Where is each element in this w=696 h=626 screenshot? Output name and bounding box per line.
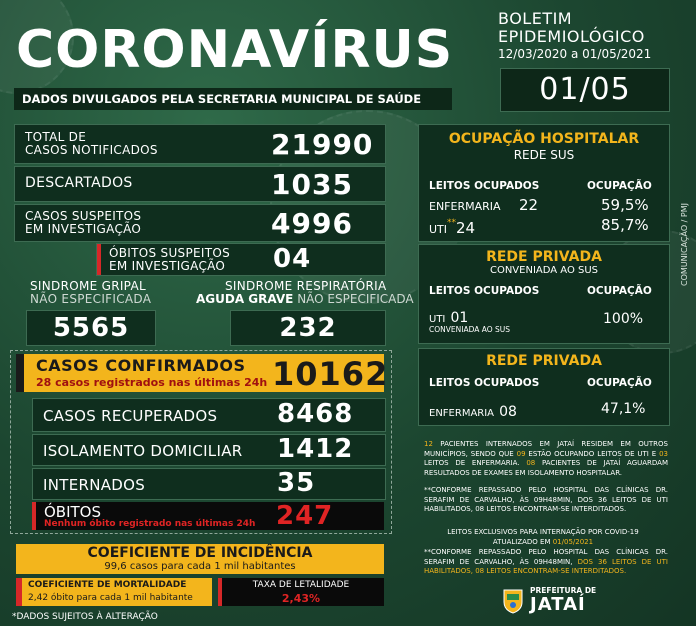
internados-label: INTERNADOS [43, 476, 146, 494]
privada-conv-pct: 100% [603, 311, 644, 327]
sg-box [26, 310, 156, 346]
srag-label: SINDROME RESPIRATÓRIA [225, 279, 387, 293]
privada-conv-note: CONVENIADA AO SUS [429, 325, 511, 334]
sus-uti-label: UTI [429, 223, 448, 236]
privada-title: REDE PRIVADA [486, 353, 602, 369]
sus-enfermaria-value: 22 [519, 196, 539, 214]
note-n1h: PACIENTES DE JATAÍ AGUARDAM RESULTADOS DE EXAMES EM ISOLAMENTO HOSPITALAR. [424, 459, 668, 477]
boletim-label: BOLETIM [498, 9, 573, 28]
note-n1f: LEITOS DE ENFERMARIA. [424, 459, 527, 467]
note-residentes [424, 440, 668, 478]
sg-label: SINDROME GRIPAL [30, 279, 146, 293]
descartados-value: 1035 [271, 168, 353, 201]
descartados-label: DESCARTADOS [25, 175, 133, 191]
privada-conv-uti-label: UTI [429, 314, 446, 325]
sus-enfermaria-label: ENFERMARIA [429, 200, 501, 213]
note-n1g: 08 [526, 459, 536, 467]
recuperados-value: 8468 [277, 399, 354, 429]
subtitle-bar [14, 88, 452, 110]
note-n3b: ATUALIZADO EM [492, 537, 553, 546]
sus-col1: LEITOS OCUPADOS [429, 180, 540, 192]
obitos-suspeitos-label: ÓBITOS SUSPEITOS [109, 246, 230, 260]
sg-label-2: NÃO ESPECIFICADA [30, 292, 152, 306]
recuperados-label: CASOS RECUPERADOS [43, 407, 218, 425]
jatai-logo [502, 584, 612, 618]
privada-conv-col1: LEITOS OCUPADOS [429, 285, 540, 297]
internados-value: 35 [277, 468, 316, 498]
note-n1b: PACIENTES INTERNADOS EM JATAÍ RESIDEM EM OUTROS MUNICÍPIOS, SENDO QUE [424, 440, 668, 458]
letalidade-value: 2,43% [281, 592, 321, 605]
srag-box [230, 310, 386, 346]
confirmados-label: CASOS CONFIRMADOS [36, 356, 246, 375]
note-n1c: 09 [516, 449, 526, 458]
notificados-label-2: CASOS NOTIFICADOS [25, 143, 158, 157]
privada-enfermaria-label: ENFERMARIA [429, 408, 495, 419]
obitos-suspeitos-label-2: EM INVESTIGAÇÃO [109, 259, 226, 273]
privada-conv-uti [429, 307, 468, 326]
obitos-label: ÓBITOS [44, 503, 102, 521]
subtitle-text: DADOS DIVULGADOS PELA SECRETARIA MUNICIPAL DE SAÚDE [22, 92, 422, 106]
note-n1e: 03 [659, 449, 668, 458]
date-box [500, 68, 670, 112]
obitos-suspeitos-box [96, 243, 386, 276]
incidencia-box [16, 544, 384, 574]
privada-conv-title: REDE PRIVADA [486, 249, 602, 265]
sus-enfermaria-pct: 59,5% [601, 196, 649, 214]
notificados-label: TOTAL DE [25, 130, 87, 144]
red-accent [32, 502, 36, 530]
srag-label-2b: NÃO ESPECIFICADA [297, 292, 414, 306]
privada-conv-uti-value: 01 [450, 310, 469, 326]
note-n4a: **CONFORME REPASSADO PELO HOSPITAL DAS CLÍNICAS DR. SERAFIM DE CARVALHO, ÀS 09H48MIN, [424, 548, 668, 566]
sg-value: 5565 [52, 313, 130, 343]
note-n3c: 01/05/2021 [552, 537, 594, 546]
notificados-value: 21990 [271, 128, 374, 161]
privada-conv-subtitle: CONVENIADA AO SUS [489, 265, 599, 276]
suspeitos-label-2: EM INVESTIGAÇÃO [25, 222, 142, 236]
notificados-box [14, 124, 386, 164]
logo-line1: PREFEITURA DE [530, 586, 597, 595]
sus-uti-mark: ** [447, 218, 457, 228]
note-n3-line [418, 538, 668, 548]
confirmados-sub-count: 28 [36, 376, 52, 389]
privada-conv-col2: OCUPAÇÃO [587, 285, 652, 297]
period-text: 12/03/2020 a 01/05/2021 [498, 47, 652, 61]
sus-panel [418, 124, 670, 242]
privada-col2: OCUPAÇÃO [587, 377, 652, 389]
red-accent [16, 578, 22, 606]
mortalidade-sub: 2,42 óbito para cada 1 mil habitante [28, 593, 193, 603]
descartados-box [14, 166, 386, 202]
letalidade-box [218, 578, 384, 606]
note-hospital-2 [424, 548, 668, 577]
mortalidade-box [16, 578, 212, 606]
confirmados-sub [36, 376, 267, 389]
note-n1a: 12 [424, 440, 433, 448]
coat-of-arms-icon [502, 588, 524, 614]
sus-uti-pct: 85,7% [601, 216, 649, 234]
srag-label-2a: AGUDA GRAVE [196, 292, 294, 306]
srag-value: 232 [279, 313, 337, 343]
note-hospital: **CONFORME REPASSADO PELO HOSPITAL DAS CLÍNICAS DR. SERAFIM DE CARVALHO, ÀS 09H48MIN, DOS 36 LEITOS DE UTI HABILITADOS, 08 LEITOS ENCONTRAM-SE INTERDITADOS. [424, 486, 668, 513]
confirmados-box [16, 354, 389, 393]
sus-title: OCUPAÇÃO HOSPITALAR [448, 131, 640, 147]
privada-conv-panel [418, 244, 670, 344]
privada-pct: 47,1% [601, 401, 646, 417]
sus-uti-value: 24 [456, 219, 476, 237]
suspeitos-label: CASOS SUSPEITOS [25, 209, 142, 223]
suspeitos-box [14, 204, 386, 242]
sus-uti-row [429, 218, 475, 237]
privada-enfermaria-value: 08 [499, 404, 517, 420]
page-title: CORONAVÍRUS [16, 20, 454, 80]
suspeitos-value: 4996 [271, 207, 353, 240]
logo-line2: JATAÍ [530, 594, 586, 615]
note-leitos-exclusivos [418, 528, 668, 547]
obitos-sub: Nenhum óbito registrado nas últimas 24h [44, 519, 256, 529]
isolamento-box [32, 434, 386, 466]
letalidade-title: TAXA DE LETALIDADE [252, 580, 350, 590]
privada-enfermaria [429, 401, 517, 420]
incidencia-sub: 99,6 casos para cada 1 mil habitantes [104, 561, 296, 572]
isolamento-value: 1412 [277, 434, 354, 464]
note-n4b: DOS 36 LEITOS DE UTI HABILITADOS, 08 LEITOS ENCONTRAM-SE INTERDITADOS. [424, 557, 668, 575]
obitos-suspeitos-value: 04 [273, 244, 312, 274]
red-accent [97, 244, 101, 275]
epidemiologico-label: EPIDEMIOLÓGICO [498, 27, 645, 46]
disclaimer: *DADOS SUJEITOS À ALTERAÇÃO [12, 612, 158, 622]
confirmados-value: 10162 [272, 355, 389, 393]
recuperados-box [32, 398, 386, 432]
note-n1d: ESTÃO OCUPANDO LEITOS DE UTI E [525, 449, 660, 458]
incidencia-title: COEFICIENTE DE INCIDÊNCIA [87, 545, 313, 561]
internados-box [32, 468, 386, 500]
obitos-box [32, 502, 384, 530]
sus-col2: OCUPAÇÃO [587, 180, 652, 192]
sus-subtitle: REDE SUS [513, 148, 575, 162]
dark-accent [16, 354, 24, 392]
srag-label-2 [196, 293, 414, 306]
isolamento-label: ISOLAMENTO DOMICILIAR [43, 442, 243, 460]
confirmados-sub-text: casos registrados nas últimas 24h [55, 376, 268, 389]
obitos-value: 247 [276, 501, 334, 531]
privada-panel [418, 348, 670, 426]
privada-col1: LEITOS OCUPADOS [429, 377, 540, 389]
date-value: 01/05 [539, 72, 631, 107]
mortalidade-title: COEFICIENTE DE MORTALIDADE [28, 580, 187, 590]
note-n3a: LEITOS EXCLUSIVOS PARA INTERNAÇÃO POR COVID-19 [447, 528, 639, 536]
